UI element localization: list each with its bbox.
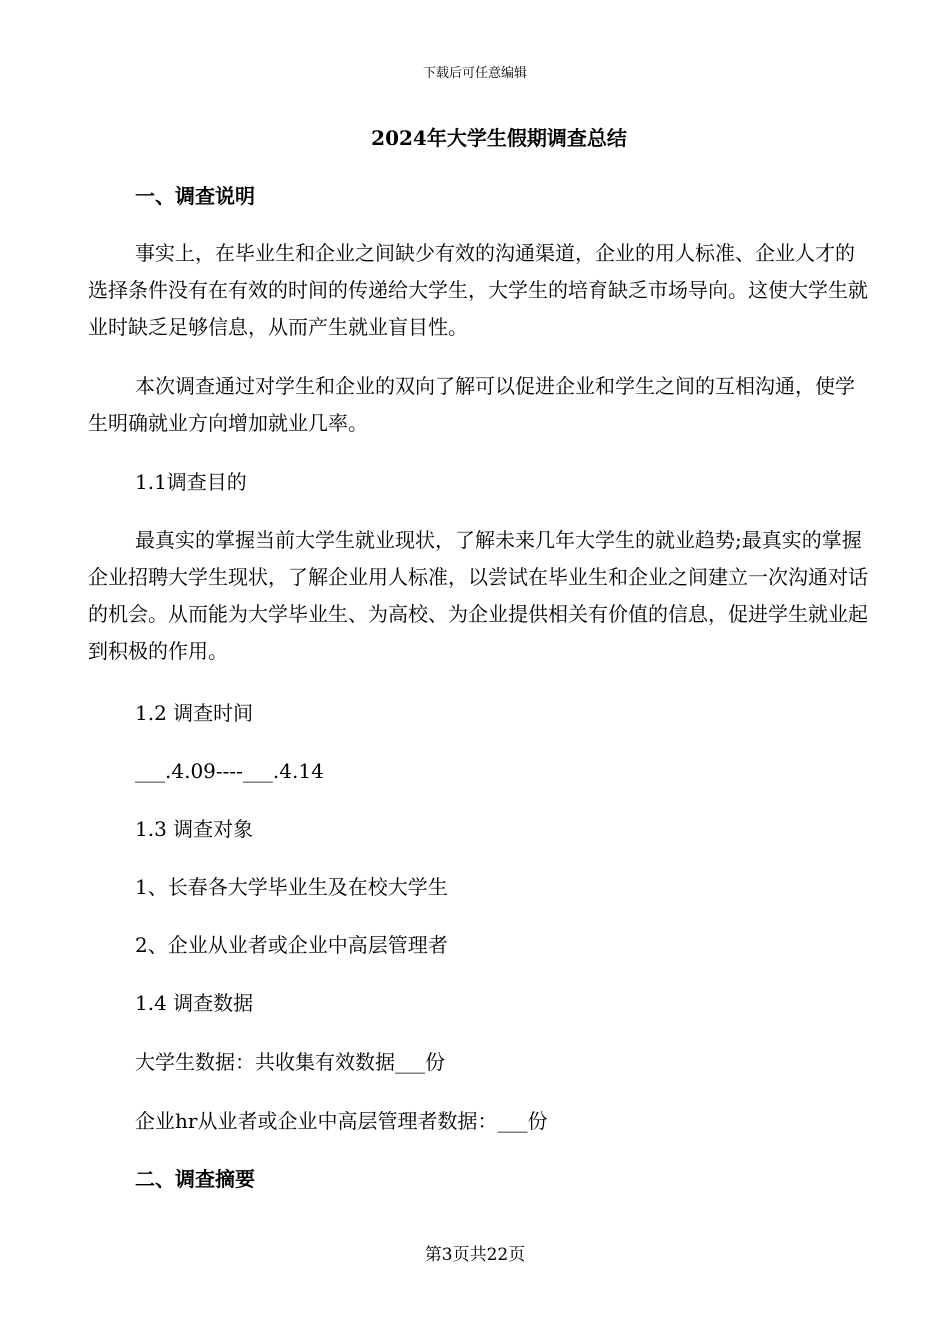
survey-time-value: ___.4.09----___.4.14 — [135, 759, 324, 783]
paragraph-survey-goal: 最真实的掌握当前大学生就业现状，了解未来几年大学生的就业趋势;最真实的掌握企业招聘大学生现状，了解企业用人标准，以尝试在毕业生和企业之间建立一次沟通对话的机会。从而能为大学毕业生、为高校、为企业提供相关有价值的信息，促进学生就业起到积极的作用。 — [88, 528, 868, 663]
survey-subject-item: 1、长春各大学毕业生及在校大学生 — [135, 875, 448, 899]
subheading-survey-goal: 1.1调查目的 — [135, 470, 247, 494]
header-note: 下载后可任意编辑 — [422, 66, 527, 81]
paragraph-background: 事实上，在毕业生和企业之间缺少有效的沟通渠道，企业的用人标准、企业人才的选择条件没有在有效的时间的传递给大学生，大学生的培育缺乏市场导向。这使大学生就业时缺乏足够信息，从而产生就业盲目性。 — [88, 241, 868, 339]
survey-data-item: 企业hr从业者或企业中高层管理者数据：___份 — [135, 1109, 548, 1133]
survey-data-item: 大学生数据：共收集有效数据___份 — [135, 1050, 445, 1074]
paragraph-survey-purpose-summary: 本次调查通过对学生和企业的双向了解可以促进企业和学生之间的互相沟通，使学生明确就业方向增加就业几率。 — [88, 374, 855, 435]
subheading-survey-data: 1.4 调查数据 — [135, 991, 254, 1015]
survey-subject-item: 2、企业从业者或企业中高层管理者 — [135, 933, 448, 957]
page-number-footer: 第3页共22页 — [424, 1245, 526, 1265]
section-heading-survey-description: 一、调查说明 — [135, 184, 255, 208]
subheading-survey-time: 1.2 调查时间 — [135, 701, 254, 725]
subheading-survey-subjects: 1.3 调查对象 — [135, 817, 254, 841]
section-heading-survey-summary: 二、调查摘要 — [135, 1167, 255, 1191]
document-title: 2024年大学生假期调查总结 — [371, 126, 627, 150]
